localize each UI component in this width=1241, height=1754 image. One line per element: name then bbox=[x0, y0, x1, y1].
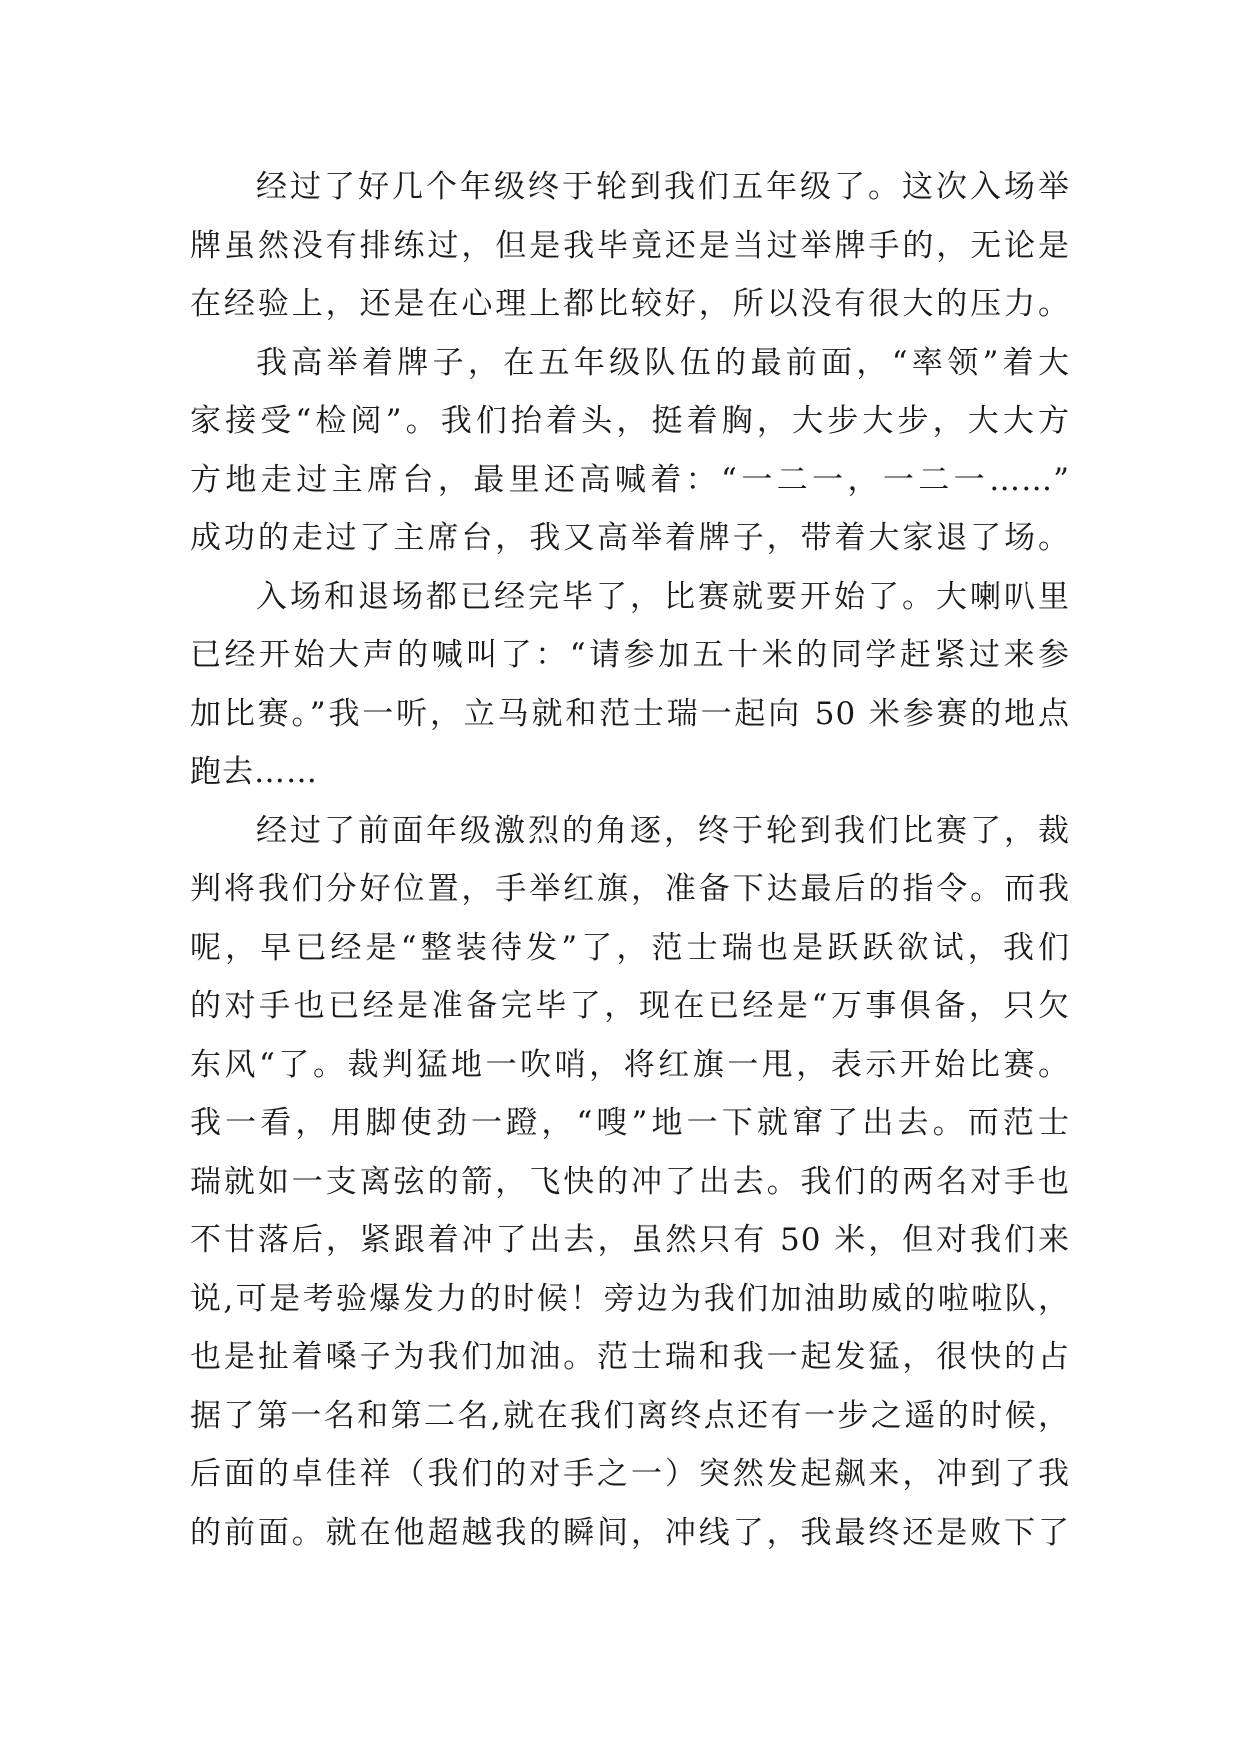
text-line: 不甘落后，紧跟着冲了出去，虽然只有 50 米，但对我们来 bbox=[190, 1222, 1070, 1258]
text-line: 加比赛。”我一听，立马就和范士瑞一起向 50 米参赛的地点 bbox=[190, 695, 1070, 732]
text-line: 我高举着牌子，在五年级队伍的最前面，“率领”着大 bbox=[256, 344, 1070, 381]
text-line: 在经验上，还是在心理上都比较好，所以没有很大的压力。 bbox=[190, 286, 1070, 322]
text-line: 的对手也已经是准备完毕了，现在已经是“万事俱备，只欠 bbox=[190, 988, 1070, 1024]
paragraph bbox=[190, 568, 1070, 802]
text-line: 说,可是考验爆发力的时候！旁边为我们加油助威的啦啦队， bbox=[190, 1280, 1070, 1317]
text-line: 东风“了。裁判猛地一吹哨，将红旗一甩，表示开始比赛。 bbox=[190, 1046, 1070, 1083]
text-line: 判将我们分好位置，手举红旗，准备下达最后的指令。而我 bbox=[190, 871, 1070, 907]
text-line: 呢，早已经是“整装待发”了，范士瑞也是跃跃欲试，我们 bbox=[190, 929, 1070, 966]
paragraph bbox=[190, 802, 1070, 1563]
text-line: 经过了好几个年级终于轮到我们五年级了。这次入场举 bbox=[256, 169, 1070, 205]
text-line: 后面的卓佳祥（我们的对手之一）突然发起飙来，冲到了我 bbox=[190, 1456, 1070, 1492]
paragraph bbox=[190, 334, 1070, 568]
text-line: 已经开始大声的喊叫了：“请参加五十米的同学赶紧过来参 bbox=[190, 637, 1070, 673]
paragraph bbox=[190, 158, 1070, 334]
text-line: 瑞就如一支离弦的箭，飞快的冲了出去。我们的两名对手也 bbox=[190, 1163, 1070, 1200]
text-line: 家接受“检阅”。我们抬着头，挺着胸，大步大步，大大方 bbox=[190, 403, 1070, 439]
text-line: 入场和退场都已经完毕了，比赛就要开始了。大喇叭里 bbox=[256, 578, 1070, 615]
text-line: 方地走过主席台，最里还高喊着：“一二一，一二一……” bbox=[190, 461, 1070, 498]
text-line: 的前面。就在他超越我的瞬间，冲线了，我最终还是败下了 bbox=[190, 1514, 1070, 1551]
text-line: 据了第一名和第二名,就在我们离终点还有一步之遥的时候， bbox=[190, 1397, 1070, 1434]
text-line: 成功的走过了主席台，我又高举着牌子，带着大家退了场。 bbox=[190, 520, 1070, 556]
text-line: 牌虽然没有排练过，但是我毕竟还是当过举牌手的，无论是 bbox=[190, 227, 1070, 264]
body-text bbox=[190, 158, 1070, 1562]
text-line: 跑去…… bbox=[190, 754, 318, 790]
text-line: 也是扯着嗓子为我们加油。范士瑞和我一起发猛，很快的占 bbox=[190, 1339, 1070, 1375]
text-line: 经过了前面年级激烈的角逐，终于轮到我们比赛了，裁 bbox=[256, 812, 1070, 849]
text-line: 我一看，用脚使劲一蹬，“嗖”地一下就窜了出去。而范士 bbox=[190, 1105, 1070, 1141]
